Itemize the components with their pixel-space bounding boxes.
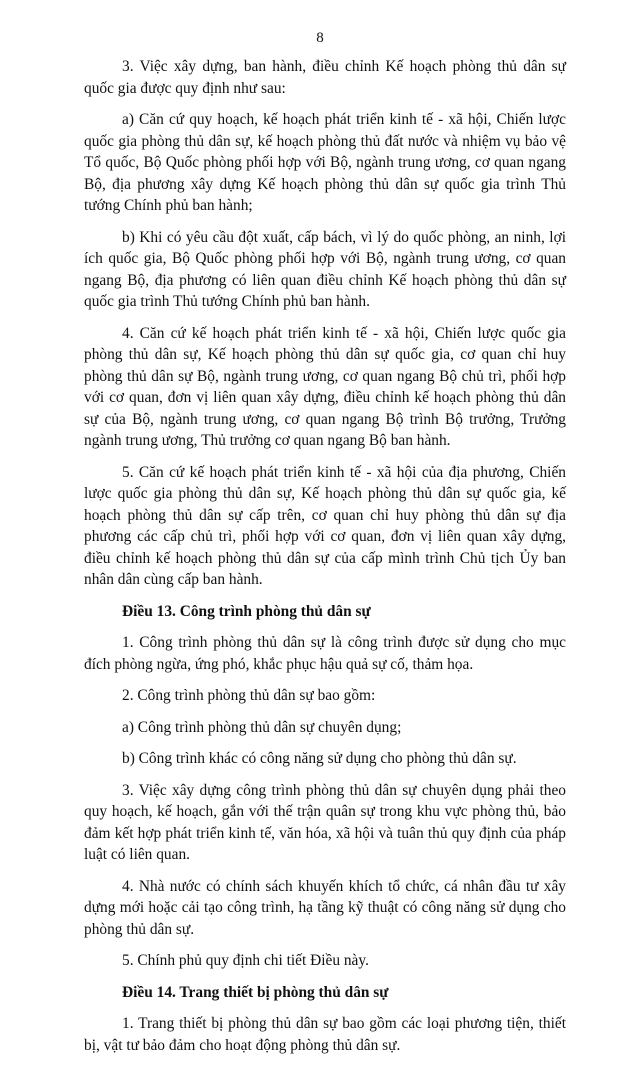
- paragraph: 3. Việc xây dựng, ban hành, điều chỉnh Kế hoạch phòng thủ dân sự quốc gia được quy định như sau:: [84, 58, 566, 97]
- paragraph: 5. Chính phủ quy định chi tiết Điều này.: [122, 952, 369, 969]
- paragraph: 3. Việc xây dựng công trình phòng thủ dân sự chuyên dụng phải theo quy hoạch, kế hoạch, gắn với thế trận quân sự trong khu vực phòng thủ, bảo đảm kết hợp phát triển kinh tế, văn hóa, xã hội và tuân thủ quy định của pháp luật có liên quan.: [84, 781, 566, 863]
- paragraph: a) Căn cứ quy hoạch, kế hoạch phát triển kinh tế - xã hội, Chiến lược quốc gia phòng thủ dân sự, kế hoạch phòng thủ đất nước và nhiệm vụ bảo vệ Tổ quốc, Bộ Quốc phòng phối hợp với Bộ, ngành trung ương, cơ quan ngang Bộ, địa phương xây dựng Kế hoạch phòng thủ dân sự quốc gia trình Thủ tướng Chính phủ ban hành;: [84, 111, 566, 214]
- paragraph: 4. Nhà nước có chính sách khuyến khích tổ chức, cá nhân đầu tư xây dựng mới hoặc cải tạo công trình, hạ tầng kỹ thuật có công năng sử dụng cho phòng thủ dân sự.: [84, 877, 566, 938]
- paragraph: 1. Trang thiết bị phòng thủ dân sự bao gồm các loại phương tiện, thiết bị, vật tư bảo đảm cho hoạt động phòng thủ dân sự.: [84, 1015, 566, 1054]
- paragraph: b) Khi có yêu cầu đột xuất, cấp bách, vì lý do quốc phòng, an ninh, lợi ích quốc gia, Bộ Quốc phòng phối hợp với Bộ, ngành trung ương, cơ quan ngang Bộ, địa phương có liên quan điều chỉnh Kế hoạch phòng thủ dân sự quốc gia trình Thủ tướng Chính phủ ban hành.: [84, 228, 566, 310]
- paragraph: 2. Công trình phòng thủ dân sự bao gồm:: [122, 687, 376, 704]
- document-body: [84, 56, 566, 1066]
- paragraph: 1. Công trình phòng thủ dân sự là công trình được sử dụng cho mục đích phòng ngừa, ứng phó, khắc phục hậu quả sự cố, thảm họa.: [84, 634, 566, 673]
- paragraph: b) Công trình khác có công năng sử dụng cho phòng thủ dân sự.: [122, 750, 517, 767]
- article-heading: Điều 14. Trang thiết bị phòng thủ dân sự: [122, 983, 389, 1001]
- page-number: 8: [316, 30, 324, 46]
- paragraph: a) Công trình phòng thủ dân sự chuyên dụng;: [122, 718, 402, 736]
- paragraph: 5. Căn cứ kế hoạch phát triển kinh tế - xã hội của địa phương, Chiến lược quốc gia phòng thủ dân sự, Kế hoạch phòng thủ dân sự quốc gia, kế hoạch phòng thủ dân sự cấp trên, cơ quan chỉ huy phòng thủ dân sự địa phương các cấp chủ trì, phối hợp với cơ quan, đơn vị liên quan xây dựng, điều chỉnh kế hoạch phòng thủ dân sự của cấp mình trình Chủ tịch Ủy ban nhân dân cùng cấp ban hành.: [84, 463, 566, 588]
- paragraph: 4. Căn cứ kế hoạch phát triển kinh tế - xã hội, Chiến lược quốc gia phòng thủ dân sự, Kế hoạch phòng thủ dân sự quốc gia, cơ quan chỉ huy phòng thủ dân sự Bộ, ngành trung ương, cơ quan ngang Bộ chủ trì, phối hợp với cơ quan, đơn vị liên quan xây dựng, điều chỉnh kế hoạch phòng thủ dân sự của Bộ, ngành trung ương, cơ quan ngang Bộ trình Bộ trưởng, Trưởng ngành trung ương, Thủ trưởng cơ quan ngang Bộ ban hành.: [84, 324, 566, 449]
- article-heading: Điều 13. Công trình phòng thủ dân sự: [122, 602, 371, 620]
